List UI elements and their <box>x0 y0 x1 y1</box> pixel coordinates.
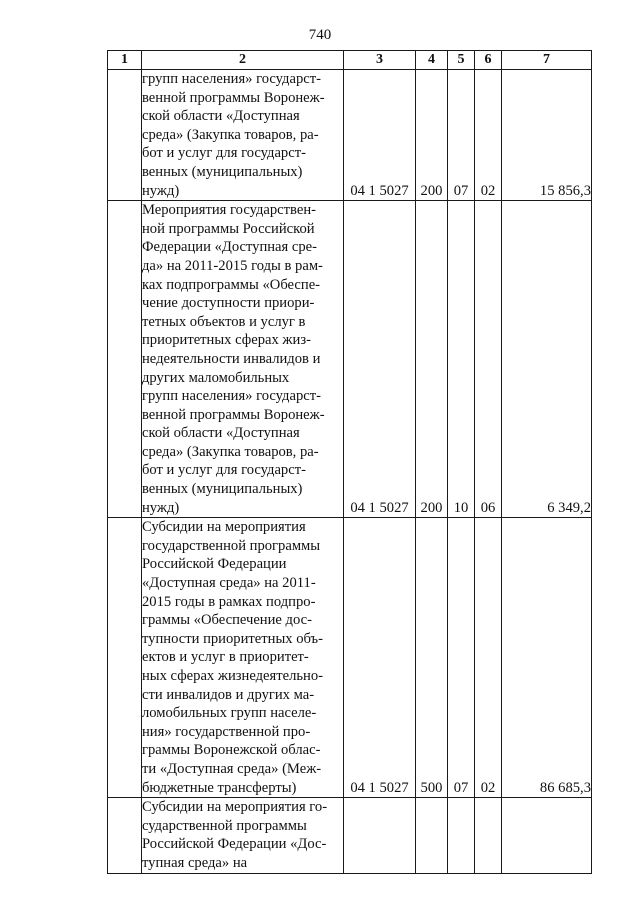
description-cell <box>142 518 344 798</box>
column-header: 7 <box>502 51 592 70</box>
description-line: приоритетных сферах жиз- <box>142 332 311 349</box>
expense-type-cell: 200 <box>416 201 448 518</box>
column-header: 4 <box>416 51 448 70</box>
amount-cell: 15 856,3 <box>502 70 592 201</box>
budget-code-cell: 04 1 5027 <box>344 70 416 201</box>
description-line: Федерации «Доступная сре- <box>142 239 318 256</box>
description-line: венной программы Воронеж- <box>142 89 325 106</box>
description-line: государственной программы <box>142 537 321 554</box>
description-line: чение доступности приори- <box>142 295 315 312</box>
description-line: Субсидии на мероприятия го- <box>142 799 328 816</box>
description-line: ках подпрограммы «Обеспе- <box>142 276 321 293</box>
description-line: ломобильных групп населе- <box>142 705 317 722</box>
table-row <box>108 201 592 518</box>
row-index-cell <box>108 518 142 798</box>
description-line: среда» (Закупка товаров, ра- <box>142 443 319 460</box>
description-line: недеятельности инвалидов и <box>142 350 321 367</box>
table-row <box>108 798 592 873</box>
description-line: других маломобильных <box>142 369 290 386</box>
amount-cell: 86 685,3 <box>502 518 592 798</box>
description-line: венной программы Воронеж- <box>142 406 325 423</box>
description-cell <box>142 798 344 873</box>
section-cell <box>448 798 475 873</box>
description-line: венных (муниципальных) <box>142 481 303 498</box>
budget-code-cell: 04 1 5027 <box>344 201 416 518</box>
description-line: ской области «Доступная <box>142 425 300 442</box>
description-cell <box>142 201 344 518</box>
description-line: нужд) <box>142 499 180 516</box>
column-header: 6 <box>475 51 502 70</box>
description-line: ской области «Доступная <box>142 108 300 125</box>
header-row <box>108 51 592 70</box>
table-row <box>108 70 592 201</box>
column-header: 1 <box>108 51 142 70</box>
description-line: бот и услуг для государст- <box>142 462 306 479</box>
description-cell <box>142 70 344 201</box>
description-line: тупная среда» на <box>142 854 248 871</box>
description-line: Субсидии на мероприятия <box>142 519 306 536</box>
row-index-cell <box>108 201 142 518</box>
description-line: Мероприятия государствен- <box>142 202 316 219</box>
description-line: да» на 2011-2015 годы в рам- <box>142 257 323 274</box>
budget-code-cell: 04 1 5027 <box>344 518 416 798</box>
section-cell: 10 <box>448 201 475 518</box>
budget-code-cell <box>344 798 416 873</box>
description-line: тетных объектов и услуг в <box>142 313 306 330</box>
description-line: ных сферах жизнедеятельно- <box>142 668 323 684</box>
description-line: тупности приоритетных объ- <box>142 630 323 647</box>
row-index-cell <box>108 798 142 873</box>
subsection-cell: 06 <box>475 201 502 518</box>
expense-type-cell: 500 <box>416 518 448 798</box>
description-line: сти инвалидов и других ма- <box>142 686 315 703</box>
description-line: бот и услуг для государст- <box>142 145 306 162</box>
budget-table <box>107 50 592 874</box>
description-line: ектов и услуг в приоритет- <box>142 649 309 666</box>
description-line: граммы «Обеспечение дос- <box>142 612 312 629</box>
column-header: 3 <box>344 51 416 70</box>
description-line: ния» государственной про- <box>142 723 311 740</box>
description-line: «Доступная среда» на 2011- <box>142 575 316 592</box>
expense-type-cell <box>416 798 448 873</box>
description-line: ти «Доступная среда» (Меж- <box>142 760 322 777</box>
page-number: 740 <box>308 27 332 43</box>
description-line: ной программы Российской <box>142 220 315 237</box>
amount-cell <box>502 798 592 873</box>
row-index-cell <box>108 70 142 201</box>
expense-type-cell: 200 <box>416 70 448 201</box>
description-line: 2015 годы в рамках подпро- <box>142 593 316 610</box>
description-line: венных (муниципальных) <box>142 163 303 180</box>
amount-cell: 6 349,2 <box>502 201 592 518</box>
subsection-cell: 02 <box>475 518 502 798</box>
subsection-cell: 02 <box>475 70 502 201</box>
table-row <box>108 518 592 798</box>
description-line: сударственной программы <box>142 817 307 834</box>
description-line: нужд) <box>142 182 180 199</box>
description-line: групп населения» государст- <box>142 388 321 405</box>
section-cell: 07 <box>448 70 475 201</box>
description-line: Российской Федерации «Дос- <box>142 836 327 853</box>
description-line: Российской Федерации <box>142 556 287 573</box>
description-line: среда» (Закупка товаров, ра- <box>142 126 319 143</box>
description-line: групп населения» государст- <box>142 71 321 87</box>
description-line: граммы Воронежской облас- <box>142 742 321 759</box>
column-header: 5 <box>448 51 475 70</box>
table-body <box>108 70 592 874</box>
description-line: бюджетные трансферты) <box>142 779 297 796</box>
column-header: 2 <box>142 51 344 70</box>
subsection-cell <box>475 798 502 873</box>
section-cell: 07 <box>448 518 475 798</box>
